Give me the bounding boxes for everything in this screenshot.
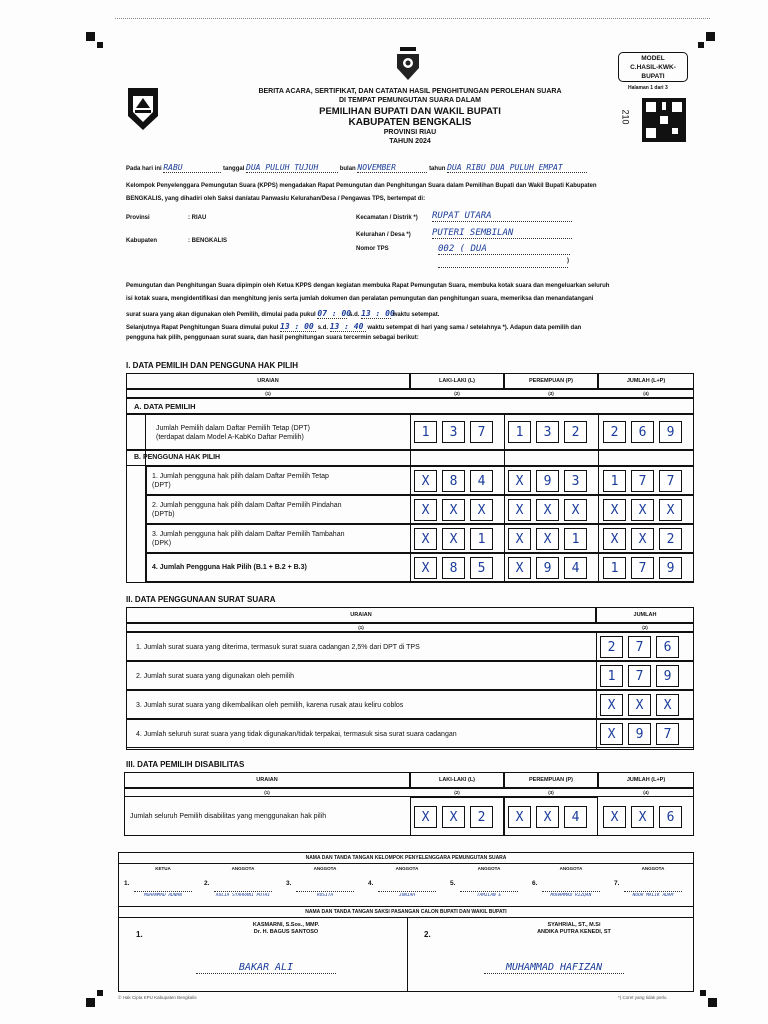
member-name: TAMILAN E xyxy=(476,893,502,898)
digit-box[interactable]: X xyxy=(603,499,626,521)
digit-box[interactable]: 1 xyxy=(603,557,626,579)
model-box: MODEL C.HASIL-KWK- BUPATI xyxy=(618,52,688,82)
digit-box[interactable]: 2 xyxy=(659,528,682,550)
digit-box[interactable]: X xyxy=(414,528,437,550)
section-2-title: II. DATA PENGGUNAAN SURAT SUARA xyxy=(126,595,276,604)
digit-box[interactable]: X xyxy=(659,499,682,521)
pengguna-laki-digits[interactable] xyxy=(414,499,493,521)
disabilitas-laki-digits[interactable]: X X 2 xyxy=(414,806,493,828)
col-jumlah: JUMLAH (L+P) xyxy=(626,378,666,384)
digit-box[interactable]: X xyxy=(656,694,679,716)
surat-suara-row-label: 1. Jumlah surat suara yang diterima, termasuk surat suara cadangan 2,5% dari DPT di TPS xyxy=(136,644,420,651)
saksi-signature[interactable]: MUHAMMAD HAFIZAN xyxy=(484,962,624,974)
member-number: 4. xyxy=(368,880,374,887)
member-role: ANGGOTA xyxy=(477,866,501,871)
digit-box[interactable]: X xyxy=(414,499,437,521)
title-line-6: TAHUN 2024 xyxy=(389,138,431,145)
intro-paragraph: Kelompok Penyelenggara Pemungutan Suara (KPPS) mengadakan Rapat Pemungutan dan Penghitungan Suara dalam Pemilihan Bupati dan Wakil Bupati Kabupaten xyxy=(126,183,597,189)
pengguna-jumlah-digits[interactable] xyxy=(603,528,682,550)
pengguna-perempuan-digits[interactable] xyxy=(508,470,587,492)
member-name: MUHAMMAD RIZQAN xyxy=(550,893,592,898)
body-paragraph-2: isi kotak suara, mengidentifikasi dan menghitung jenis serta jumlah dokumen dan peralatan pemungutan dan penghitungan suara, memeriksa dan menandatangani xyxy=(126,296,594,302)
body-paragraph-4: Selanjutnya Rapat Penghitungan Suara dimulai pukul 13 : 00 s.d. 13 : 40 waktu setempat di hari yang sama / setelahnya *). Adapun data pemilih dan xyxy=(126,322,582,331)
footer-right: *) Coret yang tidak perlu xyxy=(618,995,667,1000)
surat-suara-row-label: 4. Jumlah seluruh surat suara yang tidak digunakan/tidak terpakai, termasuk sisa surat suara cadangan xyxy=(136,731,457,738)
col-uraian: URAIAN xyxy=(257,378,279,384)
kpu-emblem-icon xyxy=(394,46,422,82)
body-paragraph-1: Pemungutan dan Penghitungan Suara dipimpin oleh Ketua KPPS dengan kegiatan membuka Rapat Pemungutan Suara, membuka kotak suara dan mengeluarkan seluruh xyxy=(126,283,610,289)
time-end-field[interactable]: 13 : 00 xyxy=(361,309,395,318)
pengguna-laki-digits[interactable] xyxy=(414,470,493,492)
col-perempuan: PEREMPUAN (P) xyxy=(528,378,573,384)
member-role: ANGGOTA xyxy=(313,866,337,871)
pengguna-perempuan-digits[interactable] xyxy=(508,528,587,550)
pengguna-laki-digits[interactable] xyxy=(414,557,493,579)
saksi-signature-title: NAMA DAN TANDA TANGAN SAKSI PASANGAN CALON BUPATI DAN WAKIL BUPATI xyxy=(118,906,694,918)
digit-box[interactable]: 4 xyxy=(564,557,587,579)
digit-box[interactable]: 2 xyxy=(600,636,623,658)
pengguna-jumlah-digits[interactable] xyxy=(603,499,682,521)
digit-box[interactable]: 9 xyxy=(536,557,559,579)
form-page: BERITA ACARA, SERTIFIKAT, DAN CATATAN HASIL PENGHITUNGAN PEROLEHAN SUARA DI TEMPAT PEMUNGUTAN SUARA DALAM PEMILIHAN BUPATI DAN WAKIL BUPATI KABUPATEN BENGKALIS PROVINSI RIAU TAHUN 2024 MODEL C.HASIL-KWK- BUPATI Halaman 1 dari 3 210 Pada hari ini RABU tanggal DUA PULUH TUJUH bulan NOVEMBER tahun DUA RIBU DUA PULUH EMPAT Kelompok Penyelenggara Pemungutan Suara (KPPS) mengadakan Rapat Pemungutan dan Penghitungan Suara dalam Pemilihan Bupati dan Wakil Bupati Kabupaten BENGKALIS, yang dihadiri oleh Saksi dan/atau Panwaslu Kelurahan/Desa / Pengawas TPS, bertempat di: Provinsi : RIAU Kabupaten : BENGKALIS Kecamatan / Distrik *) RUPAT UTARA Kelurahan / Desa *) PUTERI SEMBILAN Nomor TPS 002 ( DUA ) Pemungutan dan Penghitungan Suara dipimpin oleh Ketua KPPS dengan kegiatan membuka Rapat Pemungutan Suara, membuka kotak suara dan mengeluarkan seluruh isi kotak suara, mengidentifikasi dan menghitung jenis serta jumlah dokumen dan peralatan pemungutan dan penghitungan suara, memeriksa dan menandatangani surat suara yang akan digunakan oleh Pemilih, dimulai pada pukul 07 : 00 s.d. 13 : 00 waktu setempat. Selanjutnya Rapat Penghitungan Suara dimulai pukul 13 : 00 s.d. 13 : 40 waktu setempat di hari yang sama / setelahnya *). Adapun data pemilih dan pengguna hak pilih, penggunaan surat suara, dan hasil penghitungan suara tercermin sebagai berikut: I. DATA PEMILIH DAN PENGGUNA HAK PILIH URAIAN LAKI-LAKI (L) PEREMPUAN (P) JUMLAH (L+P) (1) (2) (3) (4) A. DATA PEMILIH Jumlah Pemilih dalam Daftar Pemilih Tetap (DPT) (terdapat dalam Model A-KabKo Daftar Pemilih) 1 3 7 1 3 2 2 6 9 B. PENGGUNA HAK PILIH 1. Jumlah pengguna hak pilih dalam Daftar Pemilih Tetap (DPT) X 8 4 X 9 3 1 7 7 2. Jumlah pengguna hak pilih dalam Daftar Pemilih Pindahan (DPTb) X X X X X X X X X 3. Jumlah pengguna hak pilih dalam Daftar Pemilih Tambahan (DPK) X X 1 X X 1 X X 2 4. Jumlah Pengguna Hak Pilih (B.1 + B.2 + B.3) X 8 5 X 9 4 1 7 9 II. DATA PENGGUNAAN SURAT SUARA URAIAN JUMLAH (1) (2) 1. Jumlah surat suara yang diterima, termasuk surat suara cadangan 2,5% dari DPT di TPS 2 7 6 2. Jumlah surat suara yang digunakan oleh pemilih 1 7 9 3. Jumlah surat suara yang dikembalikan oleh pemilih, karena rusak atau keliru coblos X X X 4. Jumlah seluruh surat suara yang tidak digunakan/tidak terpakai, termasuk sisa surat suara cadangan X 9 7 III. DATA PEMILIH DISABILITAS URAIAN LAKI-LAKI (L) PEREMPUAN (P) JUMLAH (L+P) (1) (2) (3) (4) Jumlah seluruh Pemilih disabilitas yang menggunakan hak pilih X X 2 X X 4 X X 6 NAMA DAN TANDA TANGAN KELOMPOK PENYELENGGARA PEMUNGUTAN SUARA 1. KETUA MUHAMMAD ADNAN 2. ANGGOTA AULIA SYAHRANI PUTRI 3. ANGGOTA ROSITA 4. ANGGOTA JUNIAH 5. ANGGOTA TAMILAN E 6. ANGGOTA MUHAMMAD RIZQAN 7. ANGGOTA NOOR MALIK ADAM NAMA DAN TANDA TANGAN SAKSI PASANGAN CALON BUPATI DAN WAKIL BUPATI 1. KASMARNI, S.Sos., MMP. Dr. H. BAGUS SANTOSO BAKAR ALI 2. SYAHRIAL, ST., M.Si ANDIKA PUTRA KENEDI, ST MUHAMMAD HAFIZAN © Hak Cipta KPU Kabupaten Bengkalis *) Coret yang tidak perlu xyxy=(0,0,768,1024)
title-line-1: BERITA ACARA, SERTIFIKAT, DAN CATATAN HASIL PENGHITUNGAN PEROLEHAN SUARA xyxy=(258,88,562,95)
kabupaten-value: : BENGKALIS xyxy=(188,238,227,244)
member-role: ANGGOTA xyxy=(559,866,583,871)
digit-box[interactable]: X xyxy=(536,528,559,550)
surat-suara-digits[interactable] xyxy=(600,665,679,687)
member-name: AULIA SYAHRANI PUTRI xyxy=(215,893,271,898)
member-role: ANGGOTA xyxy=(641,866,665,871)
saksi-number: 1. xyxy=(136,930,143,939)
pengguna-jumlah-digits[interactable] xyxy=(603,470,682,492)
digit-box[interactable]: 7 xyxy=(628,665,651,687)
digit-box[interactable]: 5 xyxy=(470,557,493,579)
tps-field-line2 xyxy=(438,258,568,268)
tps-field[interactable]: 002 ( DUA xyxy=(438,244,570,255)
digit-box[interactable]: 7 xyxy=(628,636,651,658)
member-number: 5. xyxy=(450,880,456,887)
digit-box[interactable]: X xyxy=(508,528,531,550)
digit-box[interactable]: 7 xyxy=(631,470,654,492)
member-number: 2. xyxy=(204,880,210,887)
s2-col-jumlah: JUMLAH xyxy=(633,612,657,618)
digit-box[interactable]: 8 xyxy=(442,557,465,579)
digit-box[interactable]: 6 xyxy=(656,636,679,658)
digit-box[interactable]: 9 xyxy=(659,557,682,579)
member-name: ROSITA xyxy=(316,893,334,898)
col-laki: LAKI-LAKI (L) xyxy=(438,378,476,384)
member-signature[interactable] xyxy=(134,874,192,892)
pengguna-row-label: 3. Jumlah pengguna hak pilih dalam Daftar Pemilih Tambahan (DPK) xyxy=(152,531,345,547)
digit-box[interactable]: 7 xyxy=(631,557,654,579)
body-paragraph-3: surat suara yang akan digunakan oleh Pemilih, dimulai pada pukul 07 : 00 s.d. 13 : 00 waktu setempat. xyxy=(126,309,440,318)
digit-box[interactable]: X xyxy=(508,499,531,521)
intro-paragraph-2: BENGKALIS, yang dihadiri oleh Saksi dan/atau Panwaslu Kelurahan/Desa / Pengawas TPS, bertempat di: xyxy=(126,196,426,202)
hari-field[interactable]: RABU xyxy=(163,163,221,173)
digit-box[interactable]: 7 xyxy=(659,470,682,492)
pengguna-row-label: 4. Jumlah Pengguna Hak Pilih (B.1 + B.2 + B.3) xyxy=(152,564,307,571)
digit-box[interactable]: X xyxy=(600,694,623,716)
member-signature[interactable] xyxy=(542,874,600,892)
registration-mark xyxy=(86,998,95,1007)
pengguna-perempuan-digits[interactable] xyxy=(508,557,587,579)
surat-suara-digits[interactable] xyxy=(600,636,679,658)
saksi-signature[interactable]: BAKAR ALI xyxy=(196,962,336,974)
registration-mark xyxy=(708,998,717,1007)
saksi-name-1: SYAHRIAL, ST., M.Si xyxy=(547,922,601,928)
disabilitas-perempuan-digits[interactable]: X X 4 xyxy=(508,806,587,828)
digit-box[interactable]: X xyxy=(603,528,626,550)
time-start-field[interactable]: 07 : 00 xyxy=(317,309,352,318)
pengguna-laki-digits[interactable] xyxy=(414,528,493,550)
dpt-label: Jumlah Pemilih dalam Daftar Pemilih Tetap (DPT) (terdapat dalam Model A-KabKo Daftar Pemilih) xyxy=(156,425,310,441)
member-name: NOOR MALIK ADAM xyxy=(632,893,674,898)
surat-suara-row-label: 2. Jumlah surat suara yang digunakan oleh pemilih xyxy=(136,673,294,680)
saksi-name-2: Dr. H. BAGUS SANTOSO xyxy=(253,929,319,935)
kecamatan-label: Kecamatan / Distrik *) xyxy=(356,215,418,221)
section-1-title: I. DATA PEMILIH DAN PENGGUNA HAK PILIH xyxy=(126,361,298,370)
time-count-end-field[interactable]: 13 : 40 xyxy=(330,322,366,332)
digit-box[interactable]: 4 xyxy=(470,470,493,492)
body-paragraph-5: pengguna hak pilih, penggunaan surat suara, dan hasil penghitungan suara tercermin sebagai berikut: xyxy=(126,335,419,341)
digit-box[interactable]: 1 xyxy=(564,528,587,550)
member-signature[interactable] xyxy=(378,874,436,892)
digit-box[interactable]: X xyxy=(414,470,437,492)
pengguna-row-label: 2. Jumlah pengguna hak pilih dalam Daftar Pemilih Pindahan (DPTb) xyxy=(152,502,342,518)
digit-box[interactable]: X xyxy=(600,723,623,745)
top-dotted-line xyxy=(115,18,710,19)
dpt-perempuan-digits[interactable]: 1 3 2 xyxy=(508,421,587,443)
member-role: ANGGOTA xyxy=(231,866,255,871)
registration-mark xyxy=(700,990,706,996)
time-count-start-field[interactable]: 13 : 00 xyxy=(280,322,316,332)
digit-box[interactable]: 3 xyxy=(564,470,587,492)
registration-mark xyxy=(86,32,95,41)
form-code: 210 xyxy=(620,109,631,125)
kabupaten-label: Kabupaten xyxy=(126,238,158,244)
footer-left: © Hak Cipta KPU Kabupaten Bengkalis xyxy=(118,995,197,1000)
digit-box[interactable]: X xyxy=(508,470,531,492)
digit-box[interactable]: 1 xyxy=(603,470,626,492)
surat-suara-digits[interactable] xyxy=(600,723,679,745)
section-1a-title: A. DATA PEMILIH xyxy=(134,402,196,411)
tahun-field[interactable]: DUA RIBU DUA PULUH EMPAT xyxy=(447,163,587,173)
page-label: Halaman 1 dari 3 xyxy=(628,85,668,91)
digit-box[interactable]: X xyxy=(564,499,587,521)
registration-mark xyxy=(706,32,715,41)
member-signature[interactable] xyxy=(624,874,682,892)
digit-box[interactable]: X xyxy=(442,528,465,550)
disabilitas-label: Jumlah seluruh Pemilih disabilitas yang menggunakan hak pilih xyxy=(130,813,327,820)
digit-box[interactable]: X xyxy=(631,528,654,550)
member-role: ANGGOTA xyxy=(395,866,419,871)
dpt-jumlah-digits[interactable]: 2 6 9 xyxy=(603,421,682,443)
digit-box[interactable]: 7 xyxy=(656,723,679,745)
title-line-3: PEMILIHAN BUPATI DAN WAKIL BUPATI xyxy=(319,106,501,117)
section-3-title: III. DATA PEMILIH DISABILITAS xyxy=(126,760,245,769)
tps-label: Nomor TPS xyxy=(356,246,389,252)
member-number: 7. xyxy=(614,880,620,887)
title-line-2: DI TEMPAT PEMUNGUTAN SUARA DALAM xyxy=(338,97,482,104)
kelurahan-label: Kelurahan / Desa *) xyxy=(356,232,411,238)
tps-close-paren: ) xyxy=(567,258,569,264)
member-role: KETUA xyxy=(155,866,171,871)
digit-box[interactable]: X xyxy=(414,557,437,579)
section-1b-title: B. PENGGUNA HAK PILIH xyxy=(134,454,221,461)
provinsi-label: Provinsi xyxy=(126,215,150,221)
member-name: JUNIAH xyxy=(398,893,416,898)
tanggal-field[interactable]: DUA PULUH TUJUH xyxy=(246,163,338,173)
title-line-4: KABUPATEN BENGKALIS xyxy=(348,117,472,128)
disabilitas-jumlah-digits[interactable]: X X 6 xyxy=(603,806,682,828)
kecamatan-field[interactable]: RUPAT UTARA xyxy=(432,211,572,222)
digit-box[interactable]: X xyxy=(470,499,493,521)
member-signature[interactable] xyxy=(214,874,272,892)
saksi-number: 2. xyxy=(424,930,431,939)
qr-code-icon xyxy=(642,98,686,142)
registration-mark xyxy=(97,990,103,996)
digit-box[interactable]: X xyxy=(631,499,654,521)
member-number: 1. xyxy=(124,880,130,887)
intro-line: Pada hari ini RABU tanggal DUA PULUH TUJUH bulan NOVEMBER tahun DUA RIBU DUA PULUH EMPAT xyxy=(126,163,587,173)
member-number: 3. xyxy=(286,880,292,887)
registration-mark xyxy=(698,42,704,48)
digit-box[interactable]: X xyxy=(628,694,651,716)
title-line-5: PROVINSI RIAU xyxy=(383,129,437,136)
member-name: MUHAMMAD ADNAN xyxy=(144,893,182,898)
digit-box[interactable]: X xyxy=(508,557,531,579)
pengguna-perempuan-digits[interactable] xyxy=(508,499,587,521)
dpt-laki-digits[interactable]: 1 3 7 xyxy=(414,421,493,443)
registration-mark xyxy=(97,42,103,48)
member-number: 6. xyxy=(532,880,538,887)
digit-box[interactable]: 1 xyxy=(470,528,493,550)
saksi-name-2: ANDIKA PUTRA KENEDI, ST xyxy=(537,929,611,935)
pengguna-jumlah-digits[interactable] xyxy=(603,557,682,579)
digit-box[interactable]: 8 xyxy=(442,470,465,492)
saksi-name-1: KASMARNI, S.Sos., MMP. xyxy=(252,922,320,928)
provinsi-value: : RIAU xyxy=(188,215,207,221)
kelurahan-field[interactable]: PUTERI SEMBILAN xyxy=(432,228,572,239)
digit-box[interactable]: 9 xyxy=(656,665,679,687)
digit-box[interactable]: 9 xyxy=(628,723,651,745)
s2-col-uraian: URAIAN xyxy=(350,612,372,618)
digit-box[interactable]: X xyxy=(536,499,559,521)
surat-suara-digits[interactable] xyxy=(600,694,679,716)
kpps-signature-title: NAMA DAN TANDA TANGAN KELOMPOK PENYELENGGARA PEMUNGUTAN SUARA xyxy=(118,852,694,864)
surat-suara-row-label: 3. Jumlah surat suara yang dikembalikan oleh pemilih, karena rusak atau keliru coblos xyxy=(136,702,404,709)
bengkalis-logo-icon xyxy=(126,86,160,130)
digit-box[interactable]: 1 xyxy=(600,665,623,687)
member-signature[interactable] xyxy=(296,874,354,892)
digit-box[interactable]: X xyxy=(442,499,465,521)
pengguna-row-label: 1. Jumlah pengguna hak pilih dalam Daftar Pemilih Tetap (DPT) xyxy=(152,473,329,489)
bulan-field[interactable]: NOVEMBER xyxy=(357,163,427,173)
member-signature[interactable] xyxy=(460,874,518,892)
digit-box[interactable]: 9 xyxy=(536,470,559,492)
